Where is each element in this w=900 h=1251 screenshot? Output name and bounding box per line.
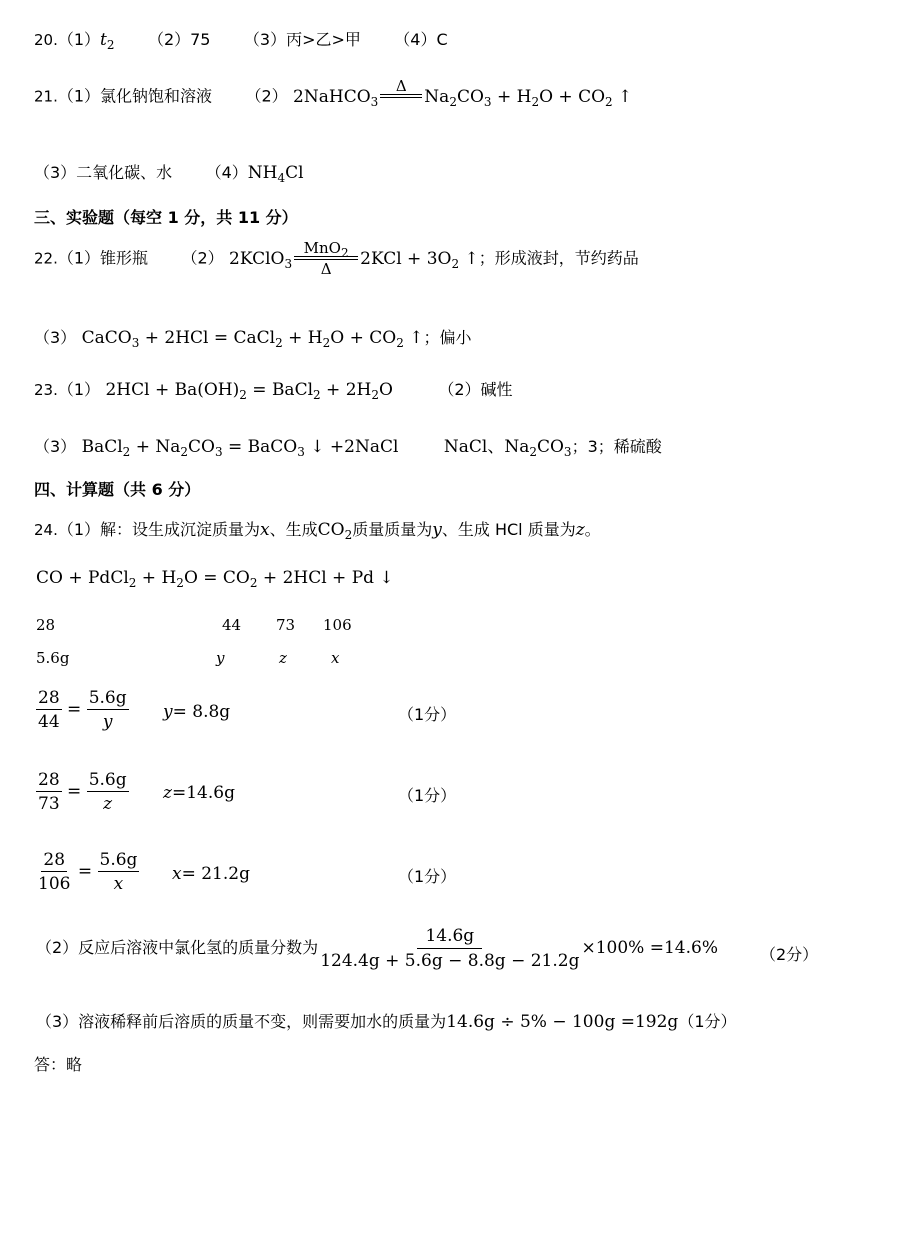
answer-part: （3）丙>乙>甲	[243, 30, 361, 49]
chemical-equation: 2NaHCO$_3$ Δ $Na_2CO_3 + H_2O + CO_2$ ↑	[293, 77, 633, 109]
mr-value: 73	[276, 616, 296, 634]
mass-value: x	[331, 649, 340, 667]
q22-line: 22.（1）锥形瓶 （2） 2KClO$_3$ MnO$_2$ Δ $2KCl + 3O_2$ ↑；形成液封，节约药品	[34, 239, 639, 278]
chemical-equation: 2KClO$_3$ MnO$_2$ Δ $2KCl + 3O_2$ ↑	[229, 239, 479, 278]
chemical-equation: CaCO$_3$ + 2HCl = CaCl$_2$ + $H_2O + CO_2$ ↑	[81, 328, 424, 350]
mass-value: y	[216, 649, 225, 667]
answer-part: （3）二氧化碳、水	[34, 163, 173, 182]
q24-part3: （3）溶液稀释前后溶质的质量不变，则需要加水的质量为14.6g ÷ 5% − 100g =192g（1分）	[36, 1012, 737, 1032]
answer-part: （1）锥形瓶	[57, 248, 149, 268]
answer-part: （2）碱性	[438, 380, 513, 399]
q22-line-2: （3） CaCO$_3$ + 2HCl = CaCl$_2$ + $H_2O + CO_2$ ↑；偏小	[34, 328, 472, 350]
mr-value: 44	[222, 616, 242, 634]
products: NaCl、$Na_2CO_3$	[443, 437, 572, 459]
mr-value: 106	[323, 616, 352, 634]
score: （2分）	[760, 945, 819, 964]
q24-part2: （2）反应后溶液中氯化氢的质量分数为 $\frac{14.6g}{124.4g + 5.6g - 8.8g - 21.2g}$ ×100% =14.6%	[36, 926, 718, 971]
score: （1分）	[398, 867, 457, 886]
calc-row: $\frac{28}{73}$ = $\frac{5.6g}{z}$	[38, 770, 127, 814]
calc-result: y= 8.8g	[163, 702, 231, 722]
calc-row: $\frac{28}{44}$ = $\frac{5.6g}{y}$	[38, 688, 127, 732]
answer-line: 答：略	[34, 1055, 83, 1074]
mr-value: 28	[36, 616, 56, 634]
q21-line-2: （3）二氧化碳、水 $(4)NH_4Cl$	[34, 163, 304, 185]
answer-part: （1）氯化钠饱和溶液	[57, 86, 213, 106]
q23-line: 23.（1） $2HCl + Ba(OH)_2$ = BaCl$_2$ + $2H_2O$ （2）碱性	[34, 380, 513, 402]
calc-row: $\frac{28}{106}$ = $\frac{5.6g}{x}$	[38, 850, 138, 894]
chemical-equation: BaCl$_2$ + $Na_2CO_3$ = BaCO$_3$ ↓ +2NaCl	[81, 437, 399, 459]
mass-value: 5.6g	[36, 649, 70, 667]
chemical-equation: $2HCl + Ba(OH)_2$ = BaCl$_2$ + $2H_2O$	[105, 380, 393, 402]
section-title: 四、计算题（共 6 分）	[34, 480, 201, 499]
q21-line: 21.（1）氯化钠饱和溶液 （2） 2NaHCO$_3$ Δ $Na_2CO_3 + H_2O + CO_2$ ↑	[34, 77, 633, 109]
calc-result: x= 21.2g	[172, 864, 250, 884]
score: （1分）	[398, 786, 457, 805]
calc-result: z=14.6g	[163, 783, 235, 803]
q20-line: $20.(1)t_2$ （2）75 （3）丙>乙>甲 （4）C	[34, 30, 448, 52]
answer-part: （2）75	[147, 30, 211, 49]
q24-equation: CO + PdCl$_2$ + $H_2O = CO_2 + 2HCl + Pd$ ↓	[36, 568, 394, 590]
question-number: 20.	[34, 31, 58, 49]
mass-value: z	[279, 649, 287, 667]
answer-part: （4）C	[394, 30, 448, 49]
q24-line: 24.（1）解：设生成沉淀质量为x、生成$CO_2$质量质量为y、生成 HCl 质量为z。	[34, 520, 601, 542]
score: （1分）	[398, 705, 457, 724]
temperature-symbol: t	[100, 30, 107, 50]
q23-line-2: （3） BaCl$_2$ + $Na_2CO_3$ = BaCO$_3$ ↓ +2NaCl NaCl、$Na_2CO_3$；3；稀硫酸	[34, 437, 662, 459]
section-title: 三、实验题（每空 1 分，共 11 分）	[34, 208, 298, 227]
